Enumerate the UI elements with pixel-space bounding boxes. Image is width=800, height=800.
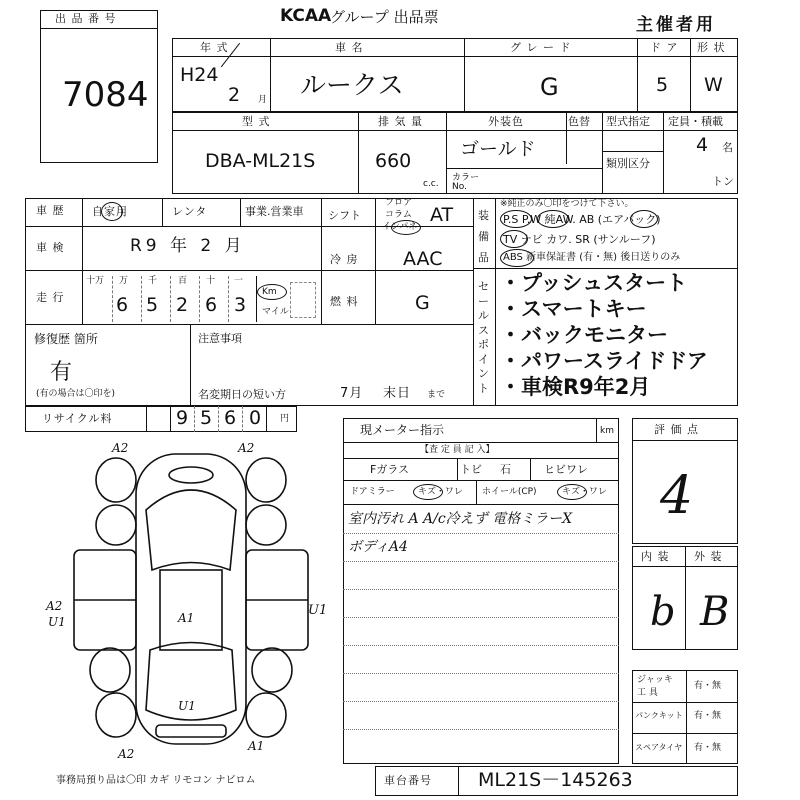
mirror-options: キズ・ワレ — [418, 487, 463, 497]
grade-value: G — [540, 73, 559, 101]
model-value: DBA-ML21S — [205, 150, 316, 172]
short-expiry-label: 名変期日の短い方 — [198, 388, 286, 401]
capacity-unit: 名 — [722, 141, 734, 154]
unit-1: 一 — [234, 276, 244, 286]
unit-1k: 千 — [148, 276, 158, 286]
damage-mark: A2 — [46, 599, 63, 613]
exterior-value: B — [700, 589, 730, 635]
mileage-digit: 5 — [146, 294, 159, 316]
tool-value: 有・無 — [694, 681, 722, 691]
form-title: グループ 出品票 — [330, 8, 439, 26]
repair-note: (有の場合は〇印を) — [36, 389, 116, 399]
damage-mark: A2 — [238, 441, 255, 455]
type-designation-label: 型式指定 — [606, 115, 650, 128]
sales-point-side-label: セールスポイント — [478, 280, 489, 395]
tool-value: 有・無 — [694, 743, 722, 753]
grade-label: グ レ ー ド — [510, 41, 572, 54]
damage-mark: A2 — [118, 747, 135, 761]
score-value: 4 — [660, 466, 694, 526]
cc-unit: c.c. — [423, 179, 439, 189]
equipment-note: ※純正のみ〇印をつけて下さい。 — [500, 199, 634, 209]
unit-10: 十 — [206, 276, 216, 286]
shift-value: AT — [430, 204, 454, 226]
history-label: 車 歴 — [36, 204, 65, 217]
sales-point-item: ・パワースライドドア — [500, 349, 708, 373]
shift-label: シフト — [328, 209, 361, 222]
shift-floor: フロア — [385, 198, 413, 208]
shape-label: 形 状 — [697, 41, 726, 54]
mileage-digit: 3 — [234, 294, 247, 316]
mileage-digit: 6 — [116, 294, 129, 316]
month-unit: 月 — [258, 95, 268, 105]
car-name-label: 車 名 — [335, 41, 364, 54]
sales-point-item: ・スマートキー — [500, 297, 647, 321]
mileage-digit: 6 — [205, 294, 218, 316]
equipment-side-label: 装 備 品 — [478, 209, 489, 264]
recycle-label: リサイクル料 — [42, 412, 113, 425]
repair-value: 有 — [50, 360, 73, 385]
recycle-digit: 5 — [200, 407, 213, 429]
damage-mark: U1 — [308, 603, 328, 618]
brand-logo: KCAA — [280, 6, 332, 26]
exterior-label: 外 装 — [694, 550, 723, 563]
shift-column: コラム — [385, 210, 412, 220]
meter-label: 現メーター指示 — [360, 423, 445, 437]
mileage-label: 走 行 — [36, 291, 65, 304]
ac-value: AAC — [403, 248, 443, 270]
door-value: 5 — [656, 74, 669, 96]
inspection-value: R9 年 2 月 — [130, 236, 246, 256]
fuel-value: G — [415, 292, 430, 314]
abs-circle — [500, 249, 534, 267]
inspection-label: 車 検 — [36, 241, 65, 254]
history-business: 事業.営業車 — [245, 205, 304, 218]
door-label: ド ア — [650, 41, 679, 54]
sales-point-item: ・プッシュスタート — [500, 271, 688, 295]
recycle-unit: 円 — [280, 414, 290, 424]
class-label: 類別区分 — [606, 157, 650, 170]
wheel-options: キズ・ワレ — [562, 487, 607, 497]
displacement-label: 排 気 量 — [378, 115, 423, 128]
wheel-scratch-mark — [557, 484, 587, 500]
score-label: 評 価 点 — [654, 423, 699, 436]
era-value: H24 — [180, 64, 219, 86]
chassis-label: 車台番号 — [384, 774, 432, 787]
damage-mark: A1 — [178, 611, 195, 625]
interior-label: 内 装 — [641, 550, 670, 563]
repair-label: 修復歴 箇所 — [34, 332, 98, 346]
interior-value: b — [650, 589, 676, 635]
fuel-label: 燃 料 — [330, 295, 359, 308]
glass-option-chip: トビ — [460, 463, 482, 476]
ps-circle — [500, 210, 532, 228]
history-selected-mark — [101, 202, 123, 221]
shift-selected-mark — [391, 220, 421, 235]
inspector-remark-2: ボディA4 — [348, 539, 408, 555]
storage-note: 事務局預り品は〇印 カギ リモコン ナビロム — [56, 775, 256, 786]
unit-100: 百 — [178, 276, 188, 286]
equipment-line-1: P.S P.W 純AW. AB (エアバック) — [503, 213, 661, 226]
capacity-label: 定員・積載 — [668, 115, 723, 128]
shift-panel: インパネ — [382, 222, 418, 232]
color-no-label: カラー No. — [452, 173, 480, 192]
shape-value: W — [704, 74, 723, 96]
sales-point-item: ・車検R9年2月 — [500, 375, 651, 399]
capacity-value: 4 — [696, 134, 709, 156]
color-label: 外装色 — [488, 115, 524, 128]
pw-circle — [537, 210, 569, 228]
damage-mark: A1 — [248, 739, 265, 753]
recycle-digit: 9 — [176, 407, 189, 429]
mileage-digit: 2 — [176, 294, 189, 316]
km-selected-mark — [257, 284, 287, 300]
color-value: ゴールド — [460, 138, 536, 160]
mirror-scratch-mark — [413, 484, 443, 500]
color-change-label: 色替 — [568, 115, 590, 128]
equipment-line-3: ABS 新車保証書 (有・無) 後日送りのみ — [503, 252, 681, 263]
recycle-digit: 6 — [224, 407, 237, 429]
unit-mile: マイル — [262, 307, 289, 317]
sales-point-item: ・バックモニター — [500, 323, 668, 347]
glass-option-stone: 石 — [500, 463, 511, 476]
mirror-label: ドアミラー — [350, 487, 395, 497]
unit-km: Km — [262, 287, 277, 297]
inspector-remark-1: 室内汚れ A A/c冷えず 電格ミラーX — [348, 511, 573, 527]
history-rental: レンタ — [172, 205, 208, 218]
inspector-header: 【査 定 員 記 入】 — [420, 445, 495, 455]
meter-unit: km — [600, 426, 614, 436]
car-name: ルークス — [300, 71, 404, 101]
glass-option-crack: ヒビワレ — [544, 463, 588, 476]
organizer-label: 主催者用 — [636, 15, 716, 35]
tool-label: ジャッキ 工 具 — [637, 675, 673, 698]
lot-number-label: 出 品 番 号 — [55, 12, 117, 25]
load-unit: トン — [712, 175, 734, 188]
caution-label: 注意事項 — [198, 332, 242, 345]
damage-mark: U1 — [48, 615, 66, 629]
lot-number: 7084 — [62, 75, 149, 115]
equipment-line-2: TV ナビ カワ. SR (サンルーフ) — [503, 233, 656, 246]
expiry-month: 7月 — [340, 386, 364, 401]
ac-label: 冷 房 — [330, 253, 359, 266]
history-private: 自家用 — [92, 205, 128, 218]
damage-mark: A2 — [112, 441, 129, 455]
chassis-number: ML21S－145263 — [478, 769, 633, 791]
month-value: 2 — [228, 84, 241, 106]
unit-10k: 万 — [119, 276, 129, 286]
tool-label: パンクキット — [635, 711, 683, 720]
tool-label: スペアタイヤ — [635, 743, 683, 752]
model-label: 型 式 — [242, 115, 271, 128]
wheel-label: ホイール(CP) — [482, 487, 537, 497]
expiry-day: 末日 — [383, 386, 412, 401]
displacement-value: 660 — [375, 150, 412, 172]
damage-mark: U1 — [178, 699, 196, 713]
recycle-digit: 0 — [249, 407, 262, 429]
expiry-until: まで — [427, 390, 446, 400]
year-label: 年 式 — [200, 41, 229, 54]
unit-100k: 十万 — [86, 276, 105, 286]
glass-label: Fガラス — [370, 463, 409, 476]
tool-value: 有・無 — [694, 711, 722, 721]
ab-circle — [630, 210, 658, 228]
tv-circle — [500, 230, 528, 248]
